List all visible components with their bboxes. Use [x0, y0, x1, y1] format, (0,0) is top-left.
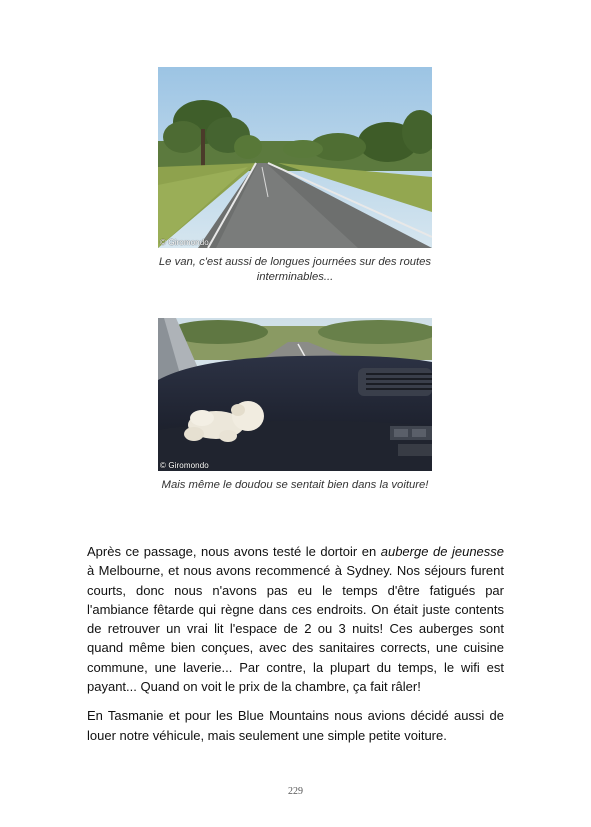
body-text — [87, 542, 504, 755]
dashboard-photo-image — [158, 318, 432, 471]
paragraph-tasmania: En Tasmanie et pour les Blue Mountains nous avions décidé aussi de louer notre véhicule, mais seulement une simple petite voiture. — [87, 708, 504, 743]
photo-watermark: © Giromondo — [160, 238, 209, 247]
dashboard-photo-caption: Mais même le doudou se sentait bien dans la voiture! — [161, 479, 429, 491]
paragraph-text: Après ce passage, nous avons testé le dortoir en — [87, 544, 381, 559]
road-photo-image — [158, 67, 432, 248]
emphasized-text: auberge de jeunesse — [380, 544, 505, 559]
paragraph-hostels — [87, 542, 504, 696]
road-photo-caption: Le van, c'est aussi de longues journées sur des routes interminables... — [158, 256, 432, 283]
dashboard-photo — [158, 318, 432, 471]
photo-watermark: © Giromondo — [160, 461, 209, 470]
page-number: 229 — [288, 786, 303, 797]
paragraph-text: à Melbourne, et nous avons recommencé à Sydney. Nos séjours furent courts, donc nous n'avons pas eu le temps d'être fatigués par l'ambiance fêtarde qui règne dans ces endroits. On était juste contents de retrouver un vrai lit l'espace de 2 ou 3 nuits! Ces auberges sont quand même bien conçues, avec des sanitaires corrects, une cuisine commune, une laverie... Par contre, la plupart du temps, le wifi est payant... Quand on voit le prix de la chambre, ça fait râler! — [87, 563, 504, 695]
road-photo — [158, 67, 432, 248]
